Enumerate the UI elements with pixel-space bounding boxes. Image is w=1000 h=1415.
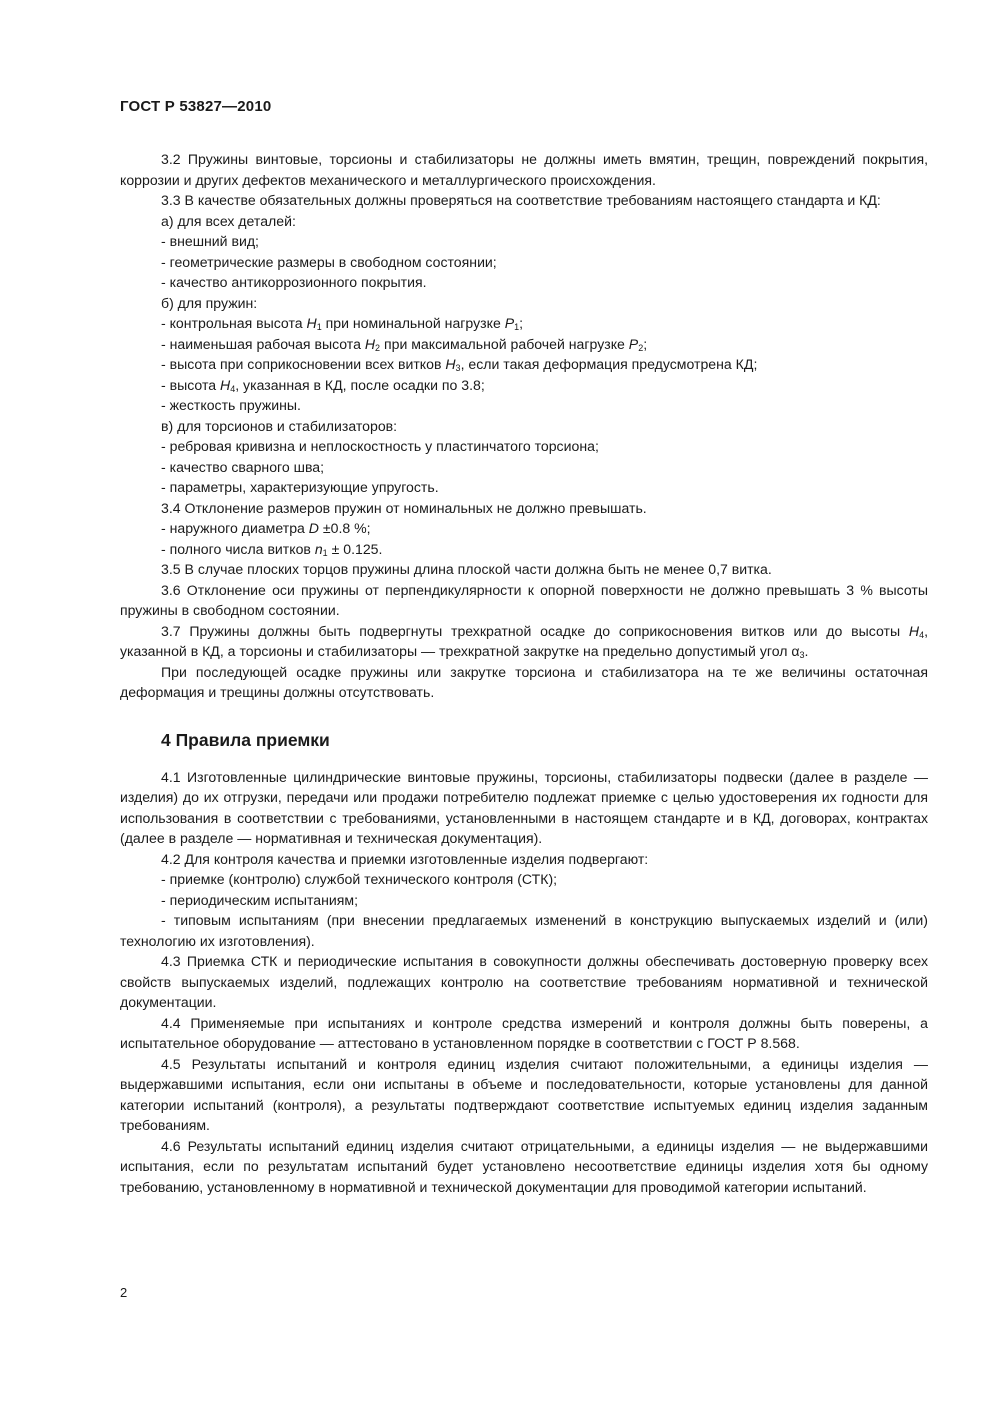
list-heading-b: б) для пружин: [161,294,258,311]
list-item: - жесткость пружины. [161,397,301,413]
paragraph-4-2: 4.2 Для контроля качества и приемки изготовленные изделия подвергают: [161,850,649,867]
list-item: - высота $H_4$, указанная в КД, после осадки по 3.8; [161,376,485,394]
paragraph-3-6: 3.6 Отклонение оси пружины от перпендикулярности к опорной поверхности не должно превышать 3 % высоты пружины в свободном состоянии. [120,581,928,618]
paragraph-3-7-cont: При последующей осадке пружины или закрутке торсиона и стабилизатора на те же величины остаточная деформация и трещины должны отсутствовать. [120,663,928,700]
list-item: - периодическим испытаниям; [161,891,358,908]
page-number: 2 [120,1285,128,1300]
paragraph-3-5: 3.5 В случае плоских торцов пружины длина плоской части должна быть не менее 0,7 витка. [161,561,772,577]
section-title-4: 4 Правила приемки [161,729,330,750]
list-heading-a: а) для всех деталей: [161,212,296,229]
paragraph-4-5: 4.5 Результаты испытаний и контроля единиц изделия считают положительными, а единицы изделия — выдержавшими испытания, если они испытаны в объеме и последовательности, которые установлены для данной категории испытаний (контроля), а результаты подтверждают соответствие испытуемых единиц изделия заданным требованиям. [120,1055,928,1133]
paragraph-3-7: 3.7 Пружины должны быть подвергнуты трехкратной осадке до соприкосновения витков или до высоты $H_4$, указанной в КД, а торсионы и стабилизаторы — трехкратной закрутке на предельно допустимый угол $\alpha_3$. [120,622,928,660]
list-item: - качество сварного шва; [161,458,325,475]
list-item: - приемке (контролю) службой технического контроля (СТК); [161,871,558,887]
list-heading-c: в) для торсионов и стабилизаторов: [161,417,398,434]
paragraph-4-3: 4.3 Приемка СТК и периодические испытания в совокупности должны обеспечивать достоверную проверку всех свойств выпускаемых изделий, подлежащих контролю на соответствие требованиям нормативной и технической документации. [120,953,928,1010]
list-item: - геометрические размеры в свободном состоянии; [161,253,497,270]
paragraph-3-2: 3.2 Пружины винтовые, торсионы и стабилизаторы не должны иметь вмятин, трещин, повреждений покрытия, коррозии и других дефектов механического и металлургического происхождения. [120,151,928,188]
list-item: - контрольная высота $H_1$ при номинальной нагрузке $P_1$; [161,315,524,332]
paragraph-4-4: 4.4 Применяемые при испытаниях и контроле средства измерений и контроля должны быть поверены, а испытательное оборудование — аттестовано в установленном порядке в соответствии с ГОСТ Р 8.568. [120,1014,928,1051]
list-item: - параметры, характеризующие упругость. [161,479,439,495]
page-header-standard: ГОСТ Р 53827—2010 [120,98,272,115]
list-item: - внешний вид; [161,233,259,249]
list-item: - типовым испытаниям (при внесении предлагаемых изменений в конструкцию выпускаемых изделий и (или) технологию их изготовления). [120,912,928,949]
list-item: - полного числа витков $n_1 \pm 0.125$. [161,540,383,558]
paragraph-4-6: 4.6 Результаты испытаний единиц изделия считают отрицательными, а единицы изделия — не выдержавшими испытания, если по результатам испытаний будет установлено несоответствие единицы изделия хотя бы одному требованию, установленному в нормативной и технической документации для проводимой категории испытаний. [120,1137,928,1195]
list-item: - ребровая кривизна и неплоскостность у пластинчатого торсиона; [161,438,599,454]
list-item: - наружного диаметра D ±0.8 %; [161,520,371,536]
list-item: - качество антикоррозионного покрытия. [161,274,427,290]
list-item: - наименьшая рабочая высота $H_2$ при максимальной рабочей нагрузке $P_2$; [161,335,648,353]
paragraph-3-4: 3.4 Отклонение размеров пружин от номинальных не должно превышать. [161,499,647,516]
paragraph-3-3: 3.3 В качестве обязательных должны проверяться на соответствие требованиям настоящего стандарта и КД: [161,192,881,208]
paragraph-4-1: 4.1 Изготовленные цилиндрические винтовые пружины, торсионы, стабилизаторы подвески (далее в разделе — изделия) до их отгрузки, передачи или продажи потребителю подлежат приемке с целью удостоверения их годности для использования в соответствии с требованиями, установленными в настоящем стандарте и в КД, договорах, контрактах (далее в разделе — нормативная и техническая документация). [120,768,928,846]
document-body [120,149,928,1197]
list-item: - высота при соприкосновении всех витков $H_3$, если такая деформация предусмотрена КД; [161,356,758,373]
